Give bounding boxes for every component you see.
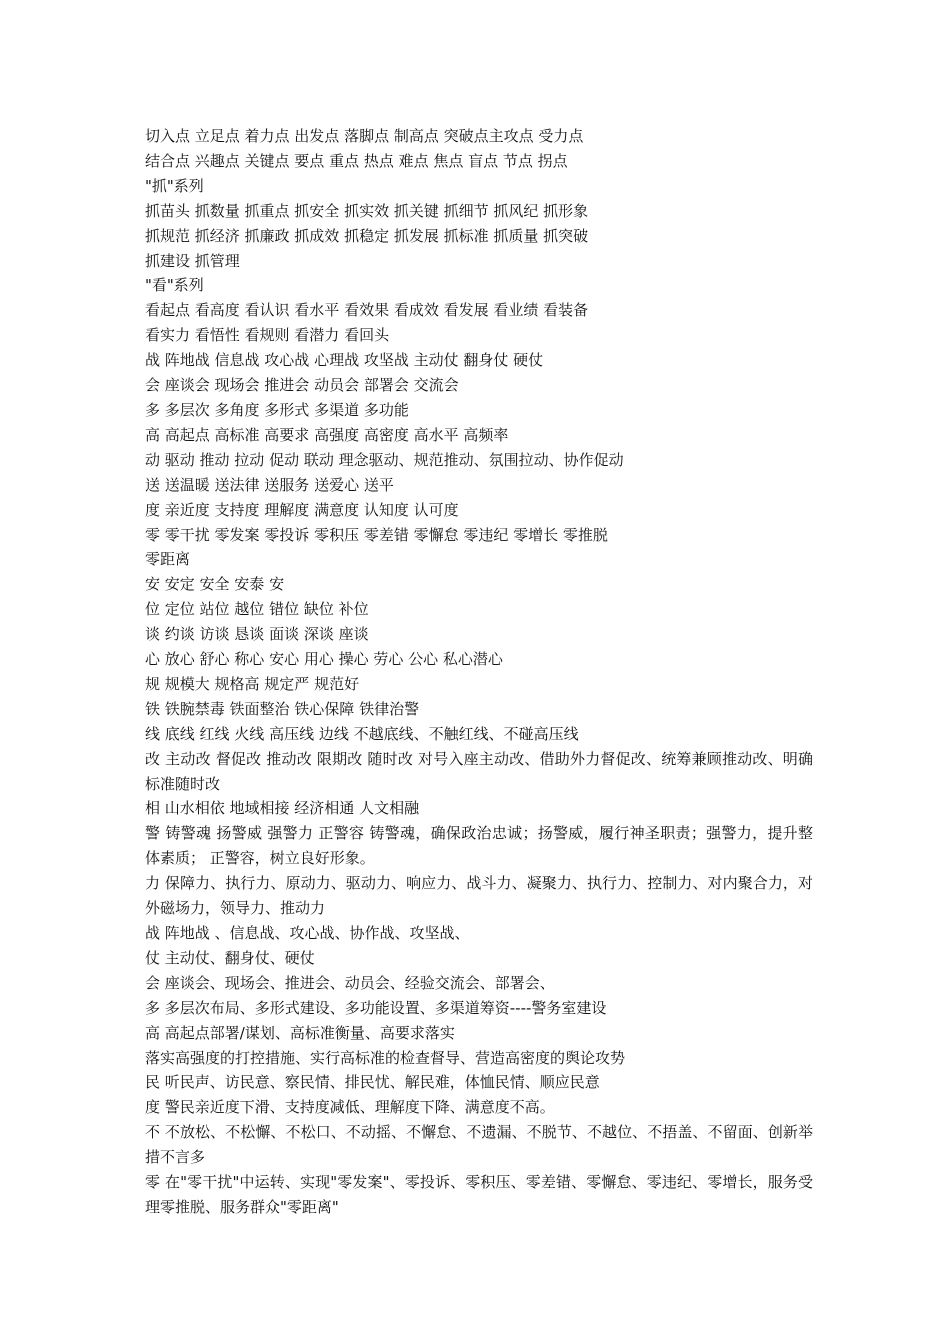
text-line: 民 听民声、访民意、察民情、排民忧、解民难，体恤民情、顺应民意 <box>145 1073 600 1092</box>
text-line: 改 主动改 督促改 推动改 限期改 随时改 对号入座主动改、借助外力督促改、统筹兼顾推动改、明确标准随时改 <box>145 749 813 793</box>
text-line: 安 安定 安全 安泰 安 <box>145 575 285 594</box>
text-line: 动 驱动 推动 拉动 促动 联动 理念驱动、规范推动、氛围拉动、协作促动 <box>145 450 624 469</box>
text-line: 结合点 兴趣点 关键点 要点 重点 热点 难点 焦点 盲点 节点 拐点 <box>145 151 568 170</box>
text-line: 位 定位 站位 越位 错位 缺位 补位 <box>145 600 369 619</box>
text-line: 仗 主动仗、翻身仗、硬仗 <box>145 948 315 967</box>
text-line: 线 底线 红线 火线 高压线 边线 不越底线、不触红线、不碰高压线 <box>145 724 579 743</box>
text-line: 会 座谈会 现场会 推进会 动员会 部署会 交流会 <box>145 376 459 395</box>
text-line: 度 警民亲近度下滑、支持度减低、理解度下降、满意度不高。 <box>145 1098 555 1117</box>
text-line: 落实高强度的打控措施、实行高标准的检查督导、营造高密度的舆论攻势 <box>145 1048 626 1067</box>
text-line: 规 规模大 规格高 规定严 规范好 <box>145 674 360 693</box>
text-line: 警 铸警魂 扬警威 强警力 正警容 铸警魂，确保政治忠诚；扬警威，履行神圣职责；强警力，提升整体素质； 正警容，树立良好形象。 <box>145 824 813 868</box>
text-line: 力 保障力、执行力、原动力、驱动力、响应力、战斗力、凝聚力、执行力、控制力、对内聚合力，对外磁场力，领导力、推动力 <box>145 874 813 918</box>
text-line: 高 高起点部署/谋划、高标准衡量、高要求落实 <box>145 1023 455 1042</box>
text-line: "看"系列 <box>145 276 204 295</box>
text-line: "抓"系列 <box>145 176 204 195</box>
text-line: 零 零干扰 零发案 零投诉 零积压 零差错 零懈怠 零违纪 零增长 零推脱 <box>145 525 608 544</box>
text-line: 度 亲近度 支持度 理解度 满意度 认知度 认可度 <box>145 500 459 519</box>
text-line: 铁 铁腕禁毒 铁面整治 铁心保障 铁律治警 <box>145 699 420 718</box>
text-line: 战 阵地战 信息战 攻心战 心理战 攻坚战 主动仗 翻身仗 硬仗 <box>145 351 544 370</box>
text-line: 多 多层次布局、多形式建设、多功能设置、多渠道筹资----警务室建设 <box>145 998 607 1017</box>
text-line: 送 送温暖 送法律 送服务 送爱心 送平 <box>145 475 394 494</box>
text-line: 高 高起点 高标准 高要求 高强度 高密度 高水平 高频率 <box>145 425 509 444</box>
text-line: 抓苗头 抓数量 抓重点 抓安全 抓实效 抓关键 抓细节 抓风纪 抓形象 <box>145 201 589 220</box>
text-line: 相 山水相依 地域相接 经济相通 人文相融 <box>145 799 420 818</box>
text-line: 切入点 立足点 着力点 出发点 落脚点 制高点 突破点主攻点 受力点 <box>145 127 584 145</box>
text-line: 不 不放松、不松懈、不松口、不动摇、不懈怠、不遗漏、不脱节、不越位、不捂盖、不留面、创新举措不言多 <box>145 1123 813 1167</box>
text-line: 战 阵地战 、信息战、攻心战、协作战、攻坚战、 <box>145 924 470 942</box>
text-line: 零 在"零干扰"中运转、实现"零发案"、零投诉、零积压、零差错、零懈怠、零违纪、零增长，服务受理零推脱、服务群众"零距离" <box>145 1173 813 1216</box>
document-body <box>145 124 813 1220</box>
text-line: 谈 约谈 访谈 恳谈 面谈 深谈 座谈 <box>145 625 369 644</box>
text-line: 零距离 <box>145 550 191 569</box>
text-line: 抓规范 抓经济 抓廉政 抓成效 抓稳定 抓发展 抓标准 抓质量 抓突破 <box>145 226 589 245</box>
text-line: 抓建设 抓管理 <box>145 251 240 270</box>
text-line: 看实力 看悟性 看规则 看潜力 看回头 <box>145 326 390 345</box>
text-line: 看起点 看高度 看认识 看水平 看效果 看成效 看发展 看业绩 看装备 <box>145 301 589 320</box>
text-line: 会 座谈会、现场会、推进会、动员会、经验交流会、部署会、 <box>145 973 555 992</box>
text-line: 多 多层次 多角度 多形式 多渠道 多功能 <box>145 400 409 419</box>
text-line: 心 放心 舒心 称心 安心 用心 操心 劳心 公心 私心潜心 <box>145 650 503 669</box>
